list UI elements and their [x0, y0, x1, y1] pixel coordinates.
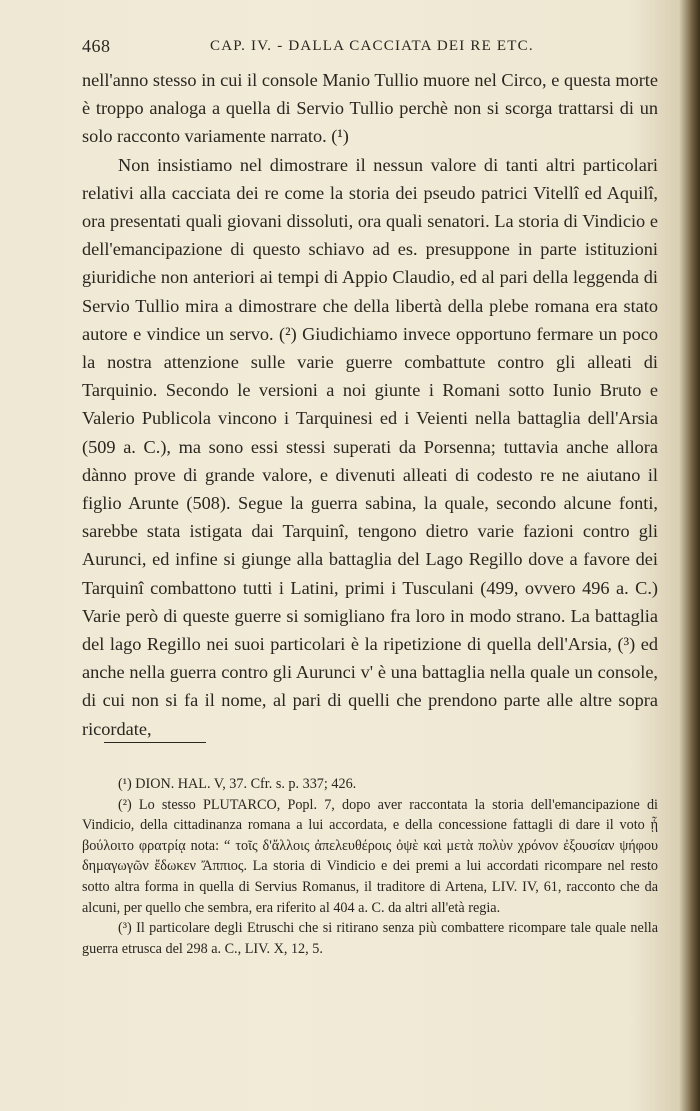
page-header — [82, 36, 656, 58]
page-number: 468 — [82, 36, 111, 56]
footnote-1: (¹) DION. HAL. V, 37. Cfr. s. p. 337; 426. — [118, 776, 357, 792]
main-text — [82, 66, 658, 743]
footnote-3: (³) Il particolare degli Etruschi che si ritirano senza più combattere ricompare tale quale nella guerra etrusca del 298 a. C., LIV. X, 12, 5. — [82, 920, 658, 957]
footnotes — [82, 774, 658, 959]
footnote-separator — [104, 742, 206, 743]
paragraph-1: nell'anno stesso in cui il console Manio Tullio muore nel Circo, e questa morte è troppo analoga a quella di Servio Tullio perchè non si scorga trattarsi di un solo racconto variamente narrato. (¹) — [82, 70, 658, 147]
paragraph-2: Non insistiamo nel dimostrare il nessun valore di tanti altri particolari relativi alla cacciata dei re come la storia dei pseudo patrici Vitellî ed Aquilî, ora presentati quali giovani dissoluti, ora quali senatori. La storia di Vindicio e dell'emancipazione di questo schiavo ad es. presuppone in parte istituzioni giuridiche non anteriori ai tempi di Appio Claudio, ed al pari della leggenda di Servio Tullio mira a dimostrare che della libertà della plebe romana era stato autore e vindice un servo. (²) Giudichiamo invece opportuno fermare un poco la nostra attenzione sulle varie guerre combattute contro gli alleati di Tarquinio. Secondo le versioni a noi giunte i Romani sotto Iunio Bruto e Valerio Publicola vincono i Tarquinesi ed i Veienti nella battaglia dell'Arsia (509 a. C.), ma sono essi stessi superati da Porsenna; tuttavia anche allora dànno prove di grande valore, e divenuti alleati di codesto re ne aiutano il figlio Arunte (508). Segue la guerra sabina, la quale, secondo alcune fonti, sarebbe stata istigata dai Tarquinî, tengono dietro varie fazioni contro gli Aurunci, ed infine si giunge alla battaglia del Lago Regillo dove a favore dei Tarquinî combattono tutti i Latini, primi i Tusculani (499, ovvero 496 a. C.) Varie però di queste guerre si somigliano fra loro in modo strano. La battaglia del lago Regillo nei suoi particolari è la ripetizione di quella dell'Arsia, (³) ed anche nella guerra contro gli Aurunci v' è una battaglia nella quale un console, di cui non si fa il nome, al pari di quelli che prendono parte alle altre sopra ricordate, — [82, 154, 658, 739]
footnote-2: (²) Lo stesso PLUTARCO, Popl. 7, dopo aver raccontata la storia dell'emancipazione di Vindicio, della cittadinanza romana a lui accordata, e della concessione fattagli di dare il voto ᾗ βούλοιτο φρατρίᾳ nota: “ τοῖς δ'ἄλλοις ἀπελευθέροις ὀψὲ καὶ μετὰ πολὺν χρόνον ἐξουσίαν ψήφου δημαγωγῶν ἔδωκεν Ἄππιος. La storia di Vindicio e dei premi a lui accordati ricompare nel resto sotto altra forma in quella di Servius Romanus, il traditore di Artena, LIV. IV, 61, racconto che da alcuni, per quello che sembra, era riferito al 404 a. C. da altri all'età regia. — [82, 796, 658, 916]
running-head: CAP. IV. - DALLA CACCIATA DEI RE ETC. — [210, 38, 534, 54]
